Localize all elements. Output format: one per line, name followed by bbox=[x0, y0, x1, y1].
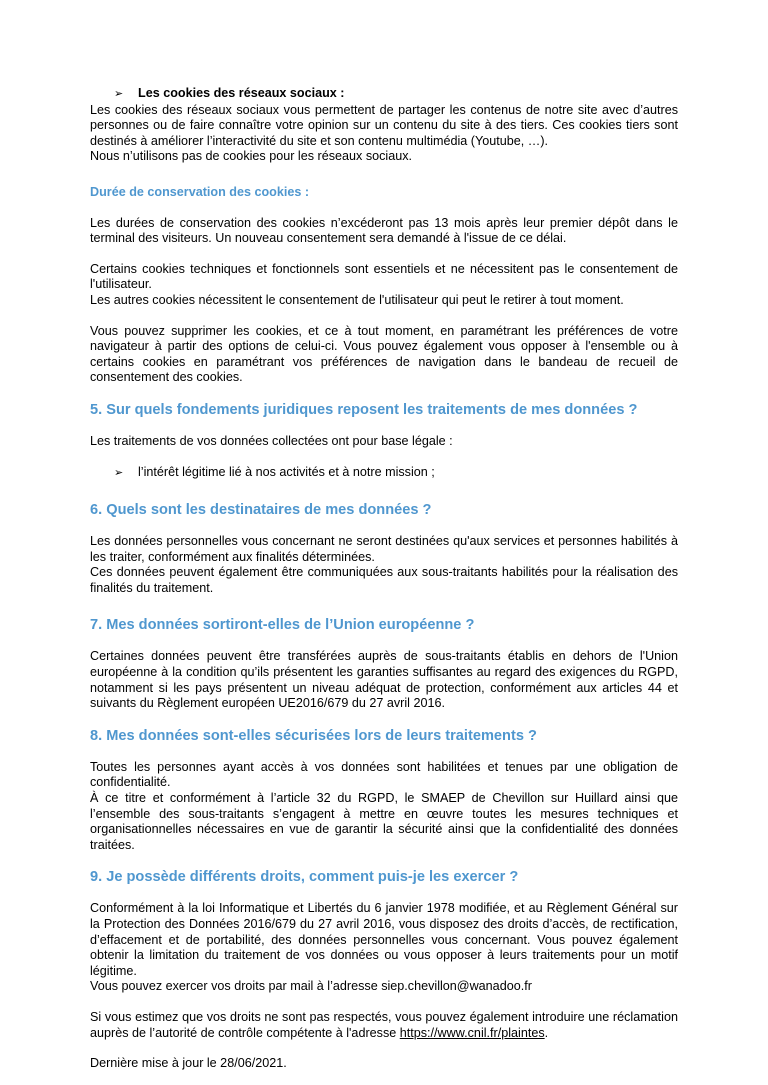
section-9-paragraph-1: Conformément à la loi Informatique et Libertés du 6 janvier 1978 modifiée, et au Règlement Général sur la Protection des Données 2016/679 du 27 avril 2016, vous disposez des droits d’accès, de rectification, d’effacement et de portabilité, des données personnelles vous concernant. Vous pouvez également obtenir la limitation du traitement de vos données ou vous opposer à leurs traitements pour un motif légitime. bbox=[90, 901, 678, 978]
document-page bbox=[90, 86, 678, 1072]
social-cookies-heading: ➢ Les cookies des réseaux sociaux : bbox=[90, 86, 678, 103]
cookie-duration-heading: Durée de conservation des cookies : bbox=[90, 184, 310, 199]
section-7-heading: 7. Mes données sortiront-elles de l’Union européenne ? bbox=[90, 617, 475, 634]
cnil-complaint-link[interactable]: https://www.cnil.fr/plaintes bbox=[399, 1025, 545, 1040]
arrow-bullet-icon: ➢ bbox=[114, 466, 124, 479]
social-cookies-note: Nous n’utilisons pas de cookies pour les réseaux sociaux. bbox=[90, 149, 413, 164]
section-9-paragraph-3: Si vous estimez que vos droits ne sont pas respectés, vous pouvez également introduire une réclamation auprès de l’autorité de contrôle compétente à l'adresse https://www.cnil.fr/plaintes. bbox=[90, 1009, 678, 1040]
section-5-intro: Les traitements de vos données collectées ont pour base légale : bbox=[90, 433, 453, 448]
cookie-duration-paragraph-2b: Les autres cookies nécessitent le consentement de l'utilisateur qui peut le retirer à tout moment. bbox=[90, 292, 624, 307]
section-6-paragraph-1: Les données personnelles vous concernant ne seront destinées qu'aux services et personnes habilités à les traiter, conformément aux finalités déterminées. bbox=[90, 534, 678, 564]
section-5-heading: 5. Sur quels fondements juridiques reposent les traitements de mes données ? bbox=[90, 401, 638, 418]
arrow-bullet-icon: ➢ bbox=[114, 88, 124, 100]
section-7-paragraph: Certaines données peuvent être transférées auprès de sous-traitants établis en dehors de l'Union européenne à la condition qu’ils présentent les garanties suffisantes au regard des exigences du RGPD, notamment si les pays présentent un niveau adéquat de protection, conformément aux articles 44 et suivants du Règlement européen UE2016/679 du 27 avril 2016. bbox=[90, 649, 678, 711]
social-cookies-paragraph: Les cookies des réseaux sociaux vous permettent de partager les contenus de notre site avec d’autres personnes ou de faire connaître votre opinion sur un contenu du site à des tiers. Ces cookies tiers sont destinés à améliorer l’interactivité du site et son contenu multimédia (Youtube, …). bbox=[90, 102, 678, 148]
last-updated: Dernière mise à jour le 28/06/2021. bbox=[90, 1056, 287, 1071]
section-8-paragraph-2: À ce titre et conformément à l’article 32 du RGPD, le SMAEP de Chevillon sur Huillard ainsi que l’ensemble des sous-traitants s’engagent à mettre en œuvre toutes les mesures techniques et organisationnelles nécessaires en vue de garantir la sécurité ainsi que la confidentialité des données traitées. bbox=[90, 791, 678, 852]
section-6-heading: 6. Quels sont les destinataires de mes données ? bbox=[90, 502, 432, 519]
cookie-duration-paragraph-1: Les durées de conservation des cookies n’excéderont pas 13 mois après leur premier dépôt dans le terminal des visiteurs. Un nouveau consentement sera demandé à l'issue de ce délai. bbox=[90, 215, 678, 246]
section-9-paragraph-2: Vous pouvez exercer vos droits par mail à l’adresse siep.chevillon@wanadoo.fr bbox=[90, 979, 532, 994]
section-8-paragraph-1: Toutes les personnes ayant accès à vos données sont habilitées et tenues par une obligation de confidentialité. bbox=[90, 759, 678, 790]
cookie-duration-paragraph-3: Vous pouvez supprimer les cookies, et ce à tout moment, en paramétrant les préférences de votre navigateur à partir des options de celui-ci. Vous pouvez également vous opposer à l'ensemble ou à certains cookies en paramétrant vos préférences de navigation dans le bandeau de recueil de consentement des cookies. bbox=[90, 323, 678, 385]
cookie-duration-paragraph-2a: Certains cookies techniques et fonctionnels sont essentiels et ne nécessitent pas le consentement de l'utilisateur. bbox=[90, 261, 678, 292]
section-9-heading: 9. Je possède différents droits, comment puis-je les exercer ? bbox=[90, 869, 519, 886]
section-8-heading: 8. Mes données sont-elles sécurisées lors de leurs traitements ? bbox=[90, 727, 537, 744]
section-5-list-item: ➢ l’intérêt légitime lié à nos activités et à notre mission ; bbox=[90, 465, 678, 482]
section-6-paragraph-2: Ces données peuvent également être communiquées aux sous-traitants habilités pour la réalisation des finalités du traitement. bbox=[90, 565, 678, 595]
